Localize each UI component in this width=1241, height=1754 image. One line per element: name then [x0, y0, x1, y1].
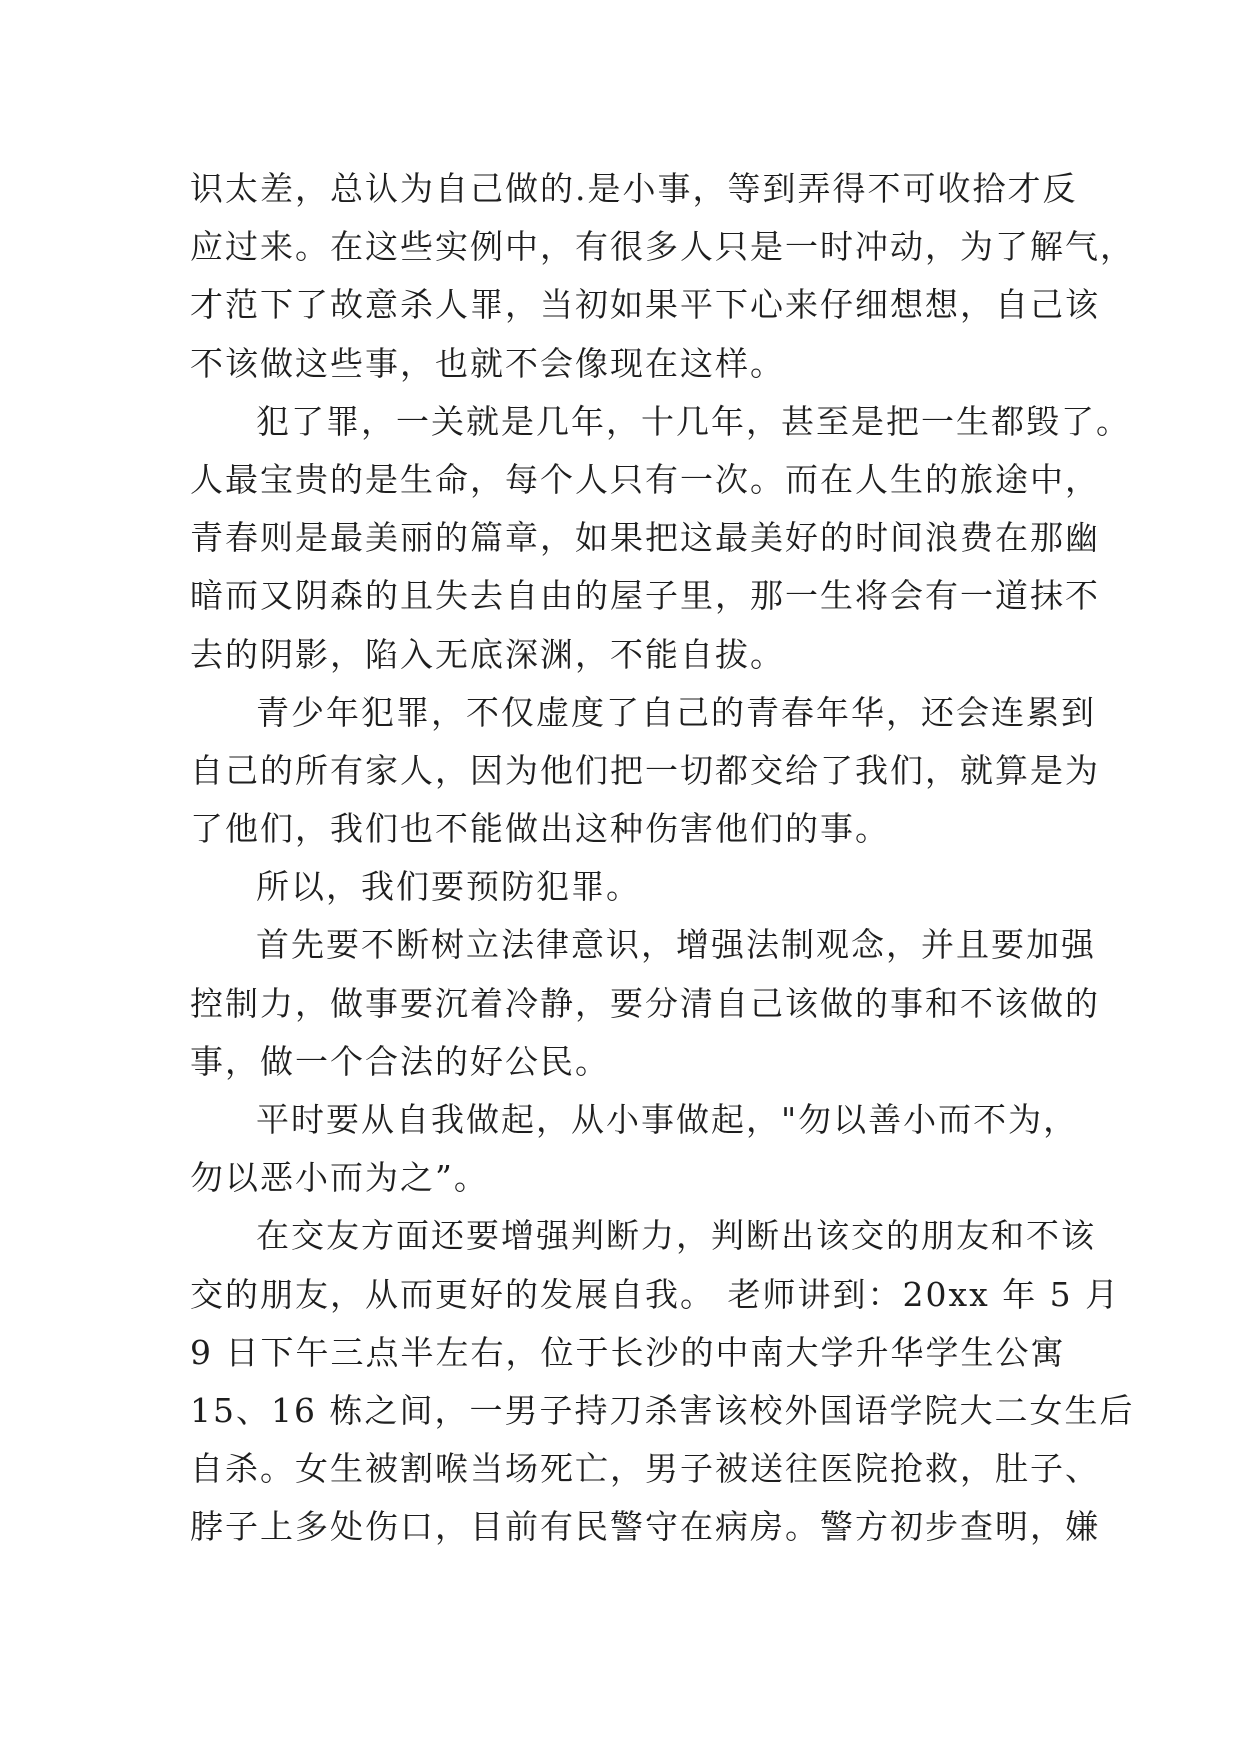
text-line: 应过来。在这些实例中，有很多人只是一时冲动，为了解气，	[190, 227, 1135, 267]
paragraph-first-line: 所以，我们要预防犯罪。	[256, 867, 641, 907]
text-line: 勿以恶小而为之”。	[190, 1158, 489, 1198]
text-line: 脖子上多处伤口，目前有民警守在病房。警方初步查明，嫌	[190, 1507, 1100, 1547]
text-line: 事，做一个合法的好公民。	[190, 1041, 610, 1081]
paragraph-first-line: 在交友方面还要增强判断力，判断出该交的朋友和不该	[256, 1216, 1096, 1256]
text-line: 15、16 栋之间，一男子持刀杀害该校外国语学院大二女生后	[190, 1390, 1135, 1430]
text-line: 控制力，做事要沉着冷静，要分清自己该做的事和不该做的	[190, 983, 1100, 1023]
text-line: 交的朋友，从而更好的发展自我。 老师讲到：20xx 年 5 月	[190, 1274, 1121, 1314]
text-line: 才范下了故意杀人罪，当初如果平下心来仔细想想，自己该	[190, 285, 1100, 325]
paragraph-first-line: 青少年犯罪，不仅虚度了自己的青春年华，还会连累到	[256, 692, 1096, 732]
text-line: 去的阴影，陷入无底深渊，不能自拔。	[190, 634, 785, 674]
text-line: 不该做这些事，也就不会像现在这样。	[190, 343, 785, 383]
paragraph-first-line: 平时要从自我做起，从小事做起，"勿以善小而不为，	[256, 1100, 1079, 1139]
body-text	[190, 160, 1135, 1557]
text-line: 暗而又阴森的且失去自由的屋子里，那一生将会有一道抹不	[190, 576, 1100, 616]
paragraph-first-line: 首先要不断树立法律意识，增强法制观念，并且要加强	[256, 925, 1096, 965]
text-line: 自杀。女生被割喉当场死亡，男子被送往医院抢救，肚子、	[190, 1449, 1100, 1489]
text-line: 了他们，我们也不能做出这种伤害他们的事。	[190, 809, 890, 849]
paragraph-first-line: 犯了罪，一关就是几年，十几年，甚至是把一生都毁了。	[256, 401, 1131, 441]
text-line: 识太差，总认为自己做的.是小事，等到弄得不可收拾才反	[190, 169, 1078, 208]
text-line: 9 日下午三点半左右，位于长沙的中南大学升华学生公寓	[190, 1332, 1066, 1372]
text-line: 青春则是最美丽的篇章，如果把这最美好的时间浪费在那幽	[190, 518, 1100, 558]
text-line: 自己的所有家人，因为他们把一切都交给了我们，就算是为	[190, 750, 1100, 790]
text-line: 人最宝贵的是生命，每个人只有一次。而在人生的旅途中，	[190, 459, 1100, 499]
